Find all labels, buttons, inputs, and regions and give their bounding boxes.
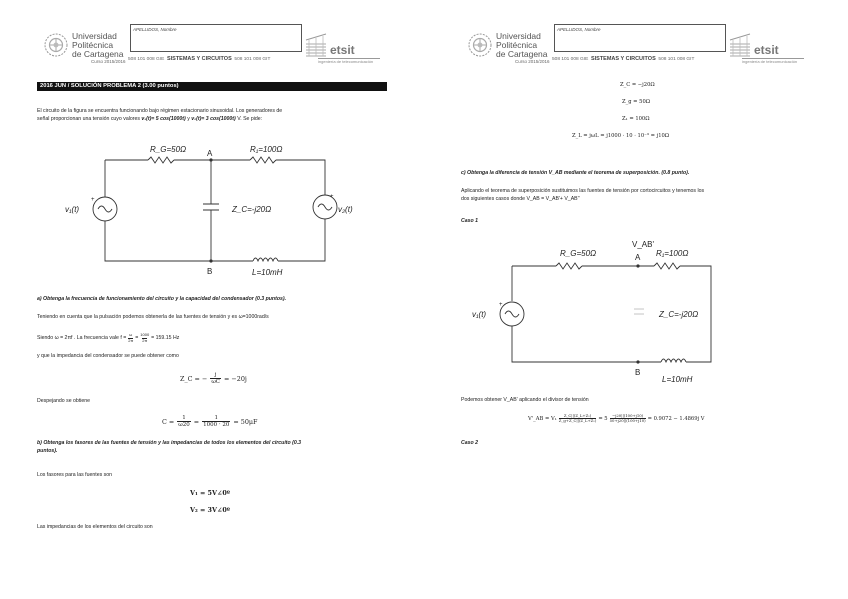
sine-v1-icon <box>505 311 519 317</box>
intro-paragraph: El circuito de la figura se encuentra funcionando bajo régimen estacionario sinusoidal. Los generadores de señal proporcionan una tensión cuyo valores v₁(t)= 5 cos(1000t) y v₂(t)= 3 cos(1000t) V. Se pide: <box>37 108 283 122</box>
label-v2: v₂(t) <box>338 205 353 214</box>
equation-z1: Z₁ = 100Ω <box>622 116 650 122</box>
label-v1: v₁(t) <box>472 310 487 319</box>
sine-v1-icon <box>98 206 112 212</box>
name-field[interactable]: APELLIDOS, Nombre <box>554 24 726 52</box>
equation-zc: Z_C = −j20Ω <box>620 82 655 88</box>
label-zc: Z_C=-j20Ω <box>659 310 699 319</box>
inductor-icon <box>661 359 686 362</box>
capacitor-icon <box>634 309 644 314</box>
section-title-bar: 2016 JUN / SOLUCIÓN PROBLEMA 2 (3.00 puntos) <box>37 82 387 91</box>
impedancias-text: Las impedancias de los elementos del circuito son <box>37 524 153 530</box>
phasor-v2: V₂ = 3V∠0º <box>190 506 230 514</box>
frequency-line: Siendo ω = 2πf . La frecuencia vale f = $\frac{\omega}{2\pi}$ = $\frac{1000}{2\pi}$ = 159.15 Hz <box>37 332 180 343</box>
wire-bottom-left <box>105 221 253 261</box>
phasor-v1: V₁ = 5V∠0º <box>190 489 230 497</box>
etsit-subtitle: ingeniería de telecomunicación <box>742 58 804 64</box>
question-a-text: Teniendo en cuenta que la pulsación podemos obtenerla de las fuentes de tensión y es ω=1000rad/s <box>37 314 269 320</box>
subject-line: 508 101 008 GIE SISTEMAS Y CIRCUITOS 508 101 008 GIT <box>128 56 271 62</box>
subject-line: 508 101 008 GIE SISTEMAS Y CIRCUITOS 508 101 008 GIT <box>552 56 695 62</box>
circuit-diagram-case-1 <box>468 232 728 390</box>
wire-bottom-right <box>278 219 325 261</box>
etsit-subtitle: ingeniería de telecomunicación <box>318 58 380 64</box>
impedance-text: y que la impedancia del condensador se puede obtener como <box>37 353 179 359</box>
sine-v2-icon <box>318 204 332 210</box>
case-2-label: Caso 2 <box>461 440 479 446</box>
label-plus-v1: + <box>91 197 95 203</box>
university-seal-icon <box>468 33 492 62</box>
fasores-text: Los fasores para las fuentes son <box>37 472 112 478</box>
course-year: Curso 2015/2016 <box>91 59 126 64</box>
university-name: Universidad Politécnica de Cartagena <box>496 31 548 59</box>
divider-text: Podemos obtener V_AB' aplicando el divisor de tensión <box>461 397 589 403</box>
label-l: L=10mH <box>662 375 693 384</box>
university-name: Universidad Politécnica de Cartagena <box>72 31 124 59</box>
label-r1: R₁=100Ω <box>250 145 283 154</box>
label-vab: V_AB' <box>632 240 654 249</box>
resistor-r1 <box>654 263 680 269</box>
superposition-paragraph: Aplicando el teorema de superposición sustituimos las fuentes de tensión por cortocircuitos y tenemos los dos siguientes casos donde V_AB = V_AB'+ V_AB'' <box>461 188 705 202</box>
question-a: a) Obtenga la frecuencia de funcionamiento del circuito y la capacidad del condensador (0.3 puntos). <box>37 296 287 302</box>
node-b-dot <box>209 259 212 262</box>
resistor-rg <box>148 157 174 163</box>
university-seal-icon <box>44 33 68 62</box>
label-node-a: A <box>635 253 641 262</box>
label-plus-v2: + <box>330 194 334 200</box>
node-b-dot <box>636 360 639 363</box>
zc-equation: Z_C = − $\frac{j}{\omega C}$ = −20j <box>180 372 247 385</box>
node-a-dot <box>209 158 212 161</box>
label-rg: R_G=50Ω <box>560 249 597 258</box>
label-zc: Z_C=-j20Ω <box>232 205 272 214</box>
label-plus-v1: + <box>499 302 503 308</box>
wire-top-right <box>276 160 325 195</box>
inductor-icon <box>253 258 278 261</box>
etsit-logo-text: etsit <box>754 43 779 57</box>
resistor-r1 <box>250 157 276 163</box>
label-node-b: B <box>635 368 641 377</box>
question-b: b) Obtenga los fasores de las fuentes de tensión y las impedancias de todos los elementos del circuito (0.3 puntos). <box>37 440 302 454</box>
label-rg: R_G=50Ω <box>150 145 187 154</box>
page-2 <box>424 0 848 599</box>
capacitor-icon <box>203 204 219 210</box>
resistor-rg <box>556 263 582 269</box>
equation-zg: Z_g = 50Ω <box>622 99 651 105</box>
label-node-a: A <box>207 149 213 158</box>
label-r1: R₁=100Ω <box>656 249 689 258</box>
equation-zl: Z_L = jωL = j1000 · 10 · 10⁻³ = j10Ω <box>572 133 670 139</box>
vab-equation: V'_AB = V₁ $\frac{\text{Z\_C||(Z\_L+Z₁)}}{\text{Z\_g+Z\_C||(Z\_L+Z₁)}}$ = 5 $\frac{-j20||(100+j10)}{50+j20||(100+j10)}$ = 0.9072 − 1.4869j V <box>528 413 705 424</box>
circuit-diagram <box>60 138 360 278</box>
etsit-logo-text: etsit <box>330 43 355 57</box>
label-node-b: B <box>207 267 213 276</box>
course-year: Curso 2015/2016 <box>515 59 550 64</box>
question-c: c) Obtenga la diferencia de tensión V_AB mediante el teorema de superposición. (0.8 punto). <box>461 170 690 176</box>
capacitance-equation: C = $\frac{1}{\omega 20}$ = $\frac{1}{1000 \cdot 20}$ = 50μF <box>162 415 258 428</box>
wire-bottom-left <box>512 326 661 362</box>
label-v1: v₁(t) <box>65 205 80 214</box>
node-a-dot <box>636 264 639 267</box>
despejando-text: Despejando se obtiene <box>37 398 91 404</box>
case-1-label: Caso 1 <box>461 218 479 224</box>
label-l: L=10mH <box>252 268 283 277</box>
name-field[interactable]: APELLIDOS, Nombre <box>130 24 302 52</box>
